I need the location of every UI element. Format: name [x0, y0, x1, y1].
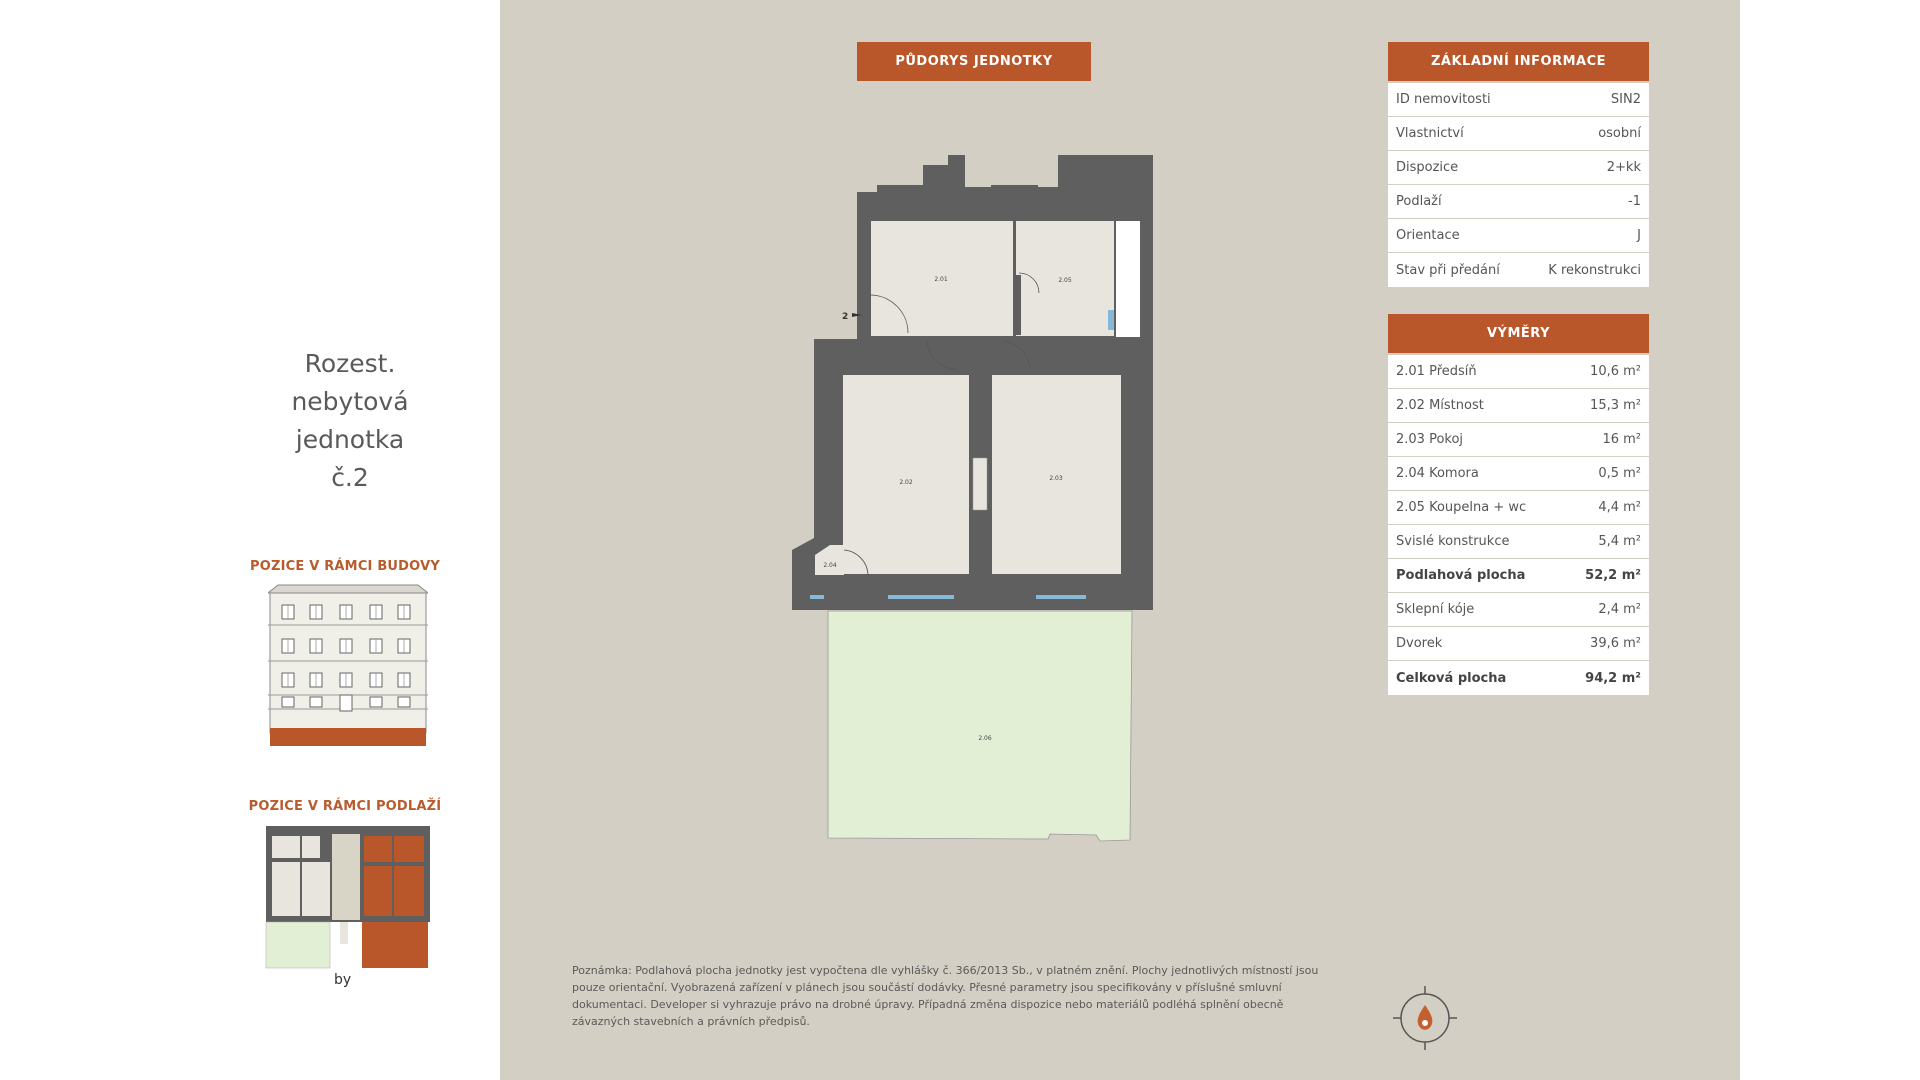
- info-label: ID nemovitosti: [1396, 92, 1491, 107]
- area-value: 4,4 m²: [1598, 500, 1641, 515]
- building-position-heading: POZICE V RÁMCI BUDOVY: [250, 559, 440, 574]
- area-row: [1388, 457, 1649, 491]
- by-text: by: [334, 972, 352, 988]
- room-2-02: [843, 375, 969, 574]
- info-row: [1388, 185, 1649, 219]
- unit-title-line: Rozest.: [304, 349, 396, 378]
- floor-plan-title: PŮDORYS JEDNOTKY: [857, 42, 1091, 81]
- room-label-2-05: 2.05: [1058, 277, 1072, 284]
- unit-title-line: nebytová: [291, 387, 409, 416]
- building-facade-image: [268, 583, 428, 748]
- area-label: Podlahová plocha: [1396, 568, 1526, 583]
- area-value: 39,6 m²: [1590, 636, 1641, 651]
- info-label: Stav při předání: [1396, 262, 1500, 278]
- info-value: osobní: [1598, 126, 1641, 141]
- area-row: [1388, 627, 1649, 661]
- right-margin: [1740, 0, 1920, 1080]
- area-label: Celková plocha: [1396, 670, 1507, 686]
- room-label-2-02: 2.02: [899, 479, 913, 486]
- areas-table: [1388, 355, 1649, 695]
- area-row: [1388, 525, 1649, 559]
- area-value: 52,2 m²: [1585, 568, 1641, 583]
- unit-floor-plan: [790, 155, 1170, 855]
- info-row: [1388, 151, 1649, 185]
- compass-icon: [1390, 983, 1460, 1053]
- info-row: [1388, 219, 1649, 253]
- area-row: [1388, 491, 1649, 525]
- area-value: 2,4 m²: [1598, 602, 1641, 617]
- unit-title: [250, 345, 450, 497]
- area-value: 0,5 m²: [1598, 466, 1641, 481]
- floor-position-heading: POZICE V RÁMCI PODLAŽÍ: [248, 799, 442, 814]
- unit-title-line: č.2: [331, 463, 369, 492]
- area-value: 94,2 m²: [1585, 670, 1641, 686]
- areas-title: VÝMĚRY: [1388, 314, 1649, 353]
- info-value: J: [1637, 228, 1641, 243]
- unit-title-line: jednotka: [295, 425, 405, 454]
- info-label: Podlaží: [1396, 194, 1442, 209]
- room-2-06: [828, 611, 1132, 841]
- basic-info-table: [1388, 83, 1649, 287]
- basic-info-title: ZÁKLADNÍ INFORMACE: [1388, 42, 1649, 81]
- room-label-2-06: 2.06: [978, 735, 992, 742]
- room-label-2-01: 2.01: [934, 276, 948, 283]
- info-value: SIN2: [1610, 92, 1641, 107]
- area-row: [1388, 389, 1649, 423]
- area-row-floor-total: [1388, 559, 1649, 593]
- info-label: Orientace: [1396, 228, 1460, 243]
- area-value: 5,4 m²: [1598, 534, 1641, 549]
- disclaimer-note: Poznámka: Podlahová plocha jednotky jest vypočtena dle vyhlášky č. 366/2013 Sb., v platném znění. Plochy jednotlivých místností jsou pouze orientační. Vyobrazená zařízení v plánech jsou součástí dodávky. Přesné parametry jsou specifikovány v příslušné smluvní dokumentaci. Developer si vyhrazuje právo na drobné úpravy. Případná změna dispozice nebo materiálů podléhá splnění obecně závazných stavebních a právních předpisů.: [572, 964, 1319, 1028]
- area-label: 2.04 Komora: [1396, 466, 1479, 481]
- info-row: [1388, 253, 1649, 287]
- entrance-label: 2: [842, 312, 849, 322]
- info-value: 2+kk: [1606, 160, 1641, 175]
- area-value: 15,3 m²: [1590, 398, 1641, 413]
- info-value: K rekonstrukci: [1548, 262, 1641, 278]
- info-row: [1388, 83, 1649, 117]
- area-label: 2.02 Místnost: [1396, 398, 1484, 413]
- room-label-2-04: 2.04: [823, 562, 837, 569]
- area-label: 2.03 Pokoj: [1396, 432, 1464, 447]
- area-row: [1388, 423, 1649, 457]
- info-label: Vlastnictví: [1396, 126, 1464, 141]
- area-value: 16 m²: [1602, 432, 1641, 447]
- info-value: -1: [1628, 194, 1641, 209]
- area-label: Sklepní kóje: [1396, 602, 1475, 617]
- room-label-2-03: 2.03: [1049, 475, 1063, 482]
- area-row: [1388, 355, 1649, 389]
- area-row-total: [1388, 661, 1649, 695]
- area-label: Dvorek: [1396, 636, 1443, 651]
- area-label: 2.01 Předsíň: [1396, 364, 1477, 379]
- area-value: 10,6 m²: [1590, 364, 1641, 379]
- floor-position-map: [264, 824, 430, 970]
- area-label: Svislé konstrukce: [1396, 534, 1510, 549]
- area-label: 2.05 Koupelna + wc: [1396, 500, 1527, 515]
- info-row: [1388, 117, 1649, 151]
- info-label: Dispozice: [1396, 160, 1459, 175]
- area-row: [1388, 593, 1649, 627]
